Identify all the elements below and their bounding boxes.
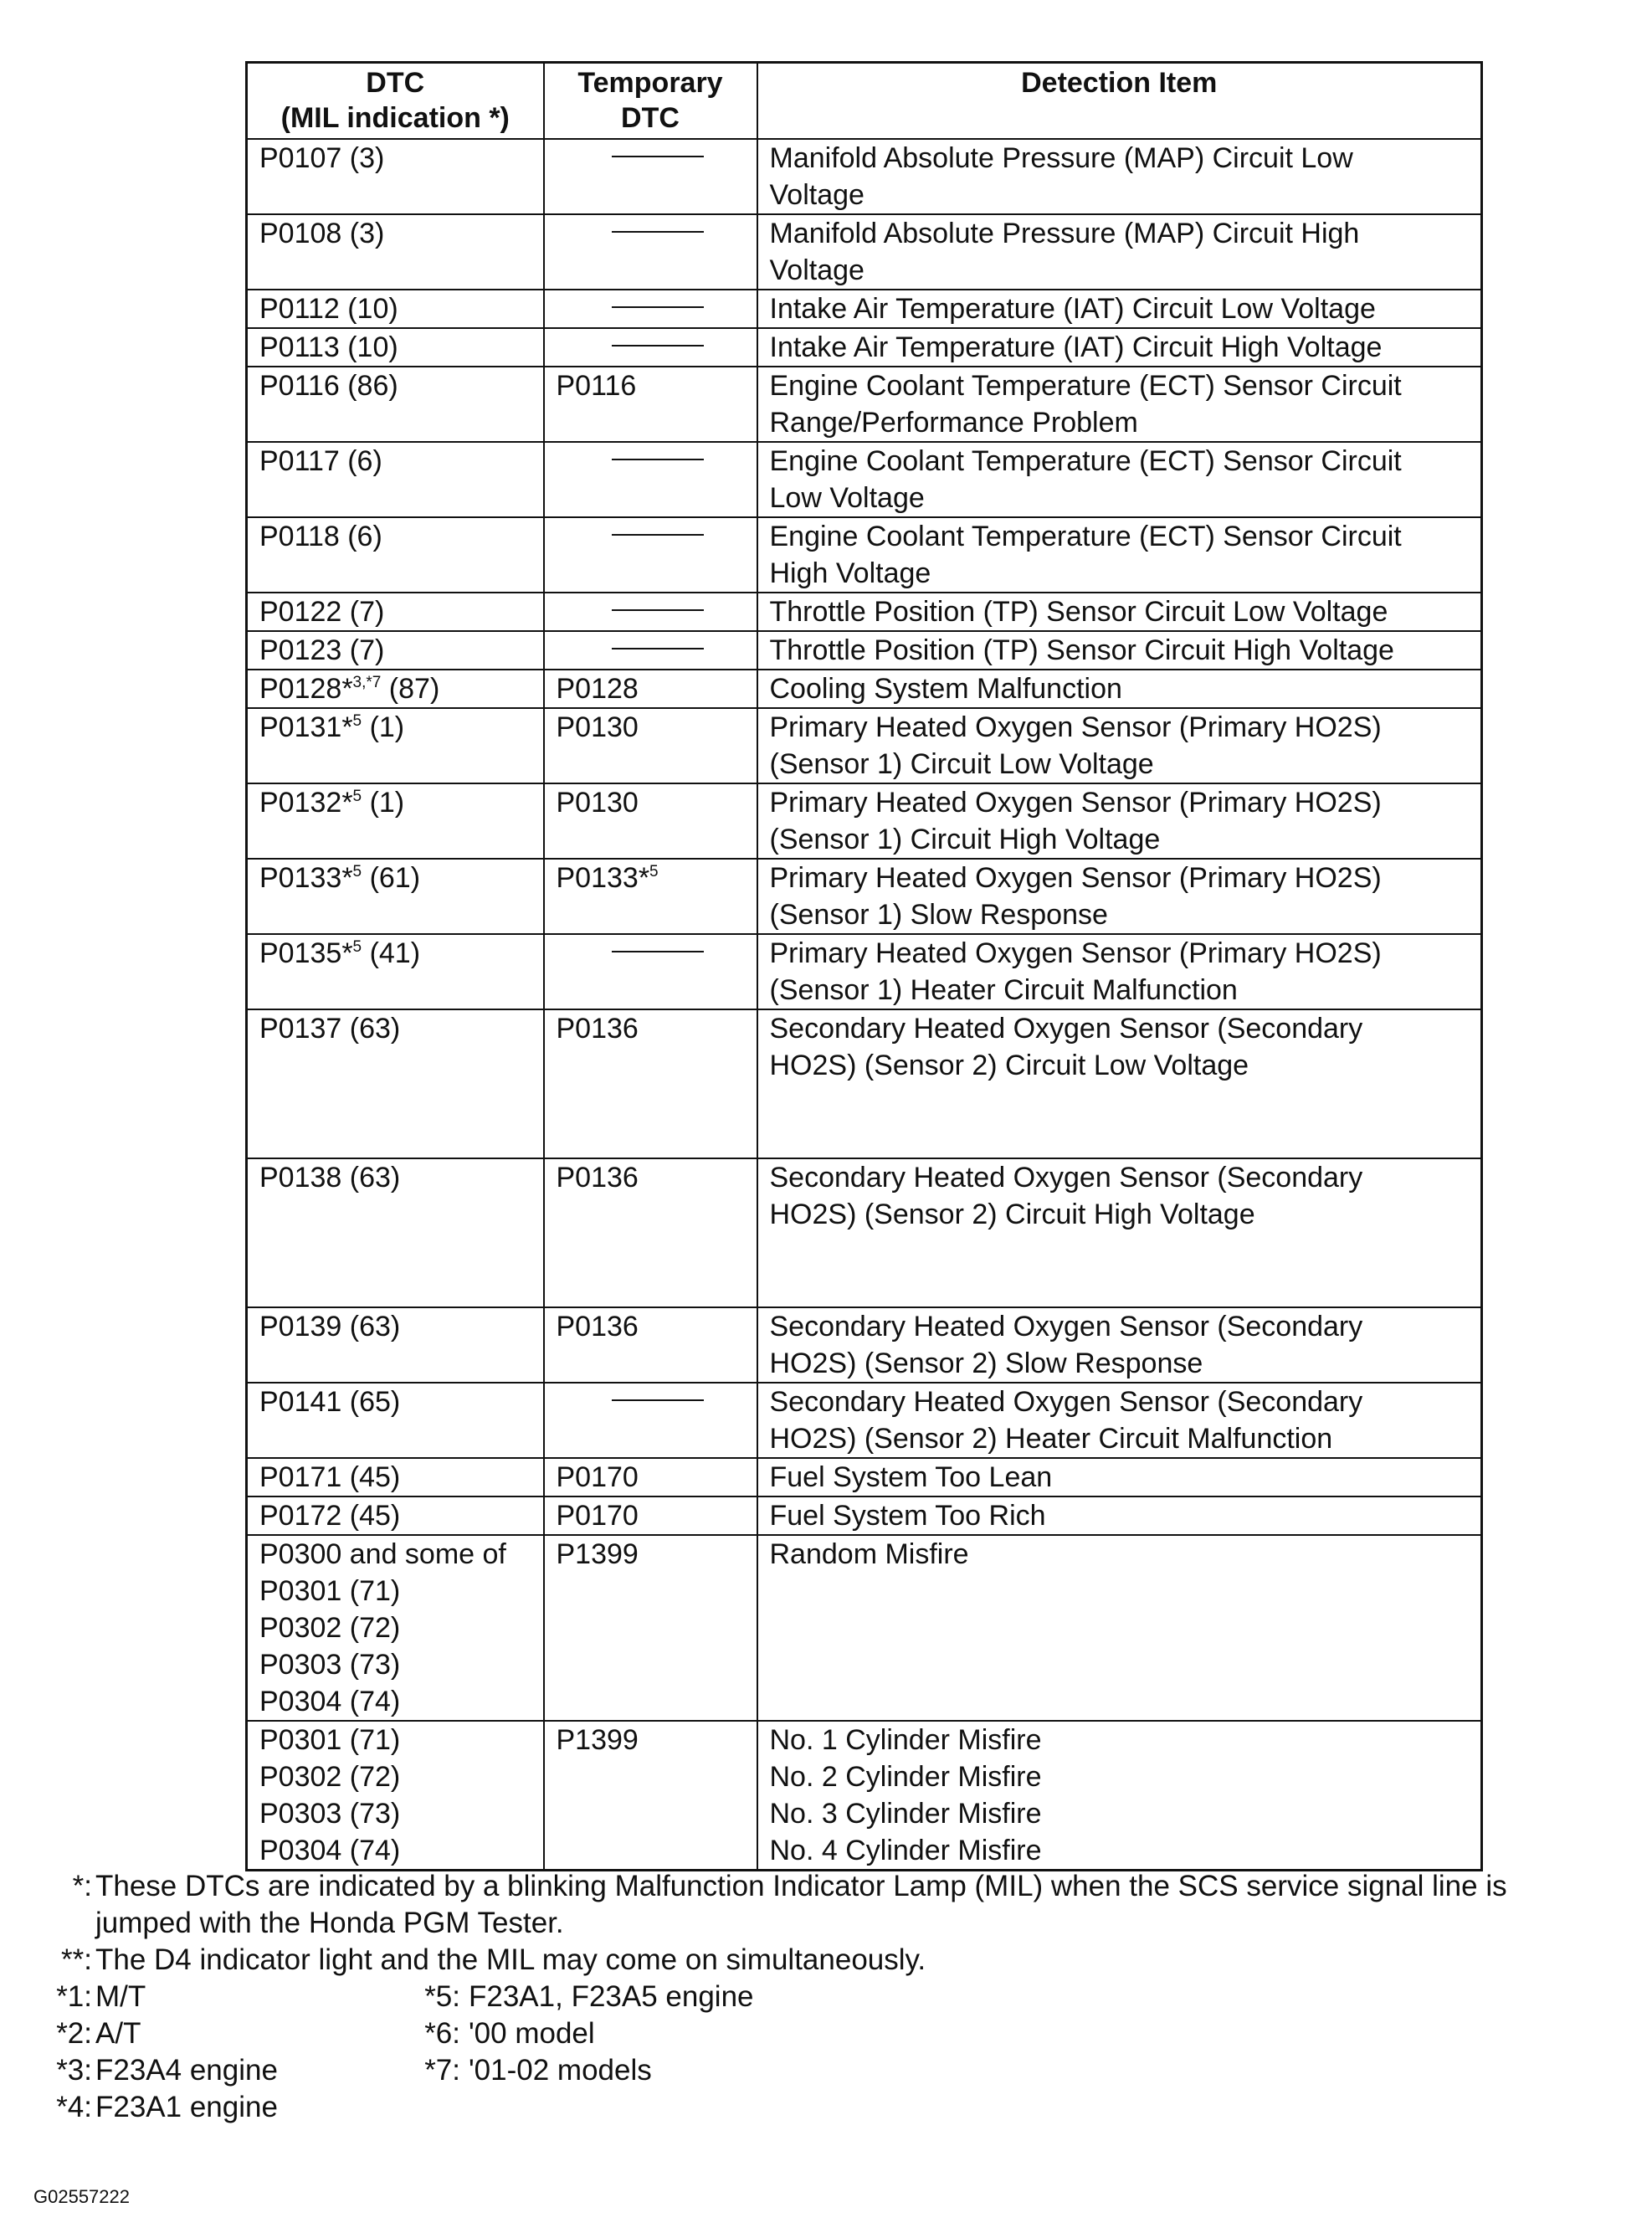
detection-item-cell: Primary Heated Oxygen Sensor (Primary HO2S) (Sensor 1) Slow Response (757, 859, 1482, 934)
figure-code: G02557222 (33, 2186, 130, 2207)
detection-item-cell: Intake Air Temperature (IAT) Circuit Low Voltage (757, 290, 1482, 328)
header-temporary-dtc: Temporary DTC (544, 63, 757, 140)
footnote-7-text: '01-02 models (469, 2054, 652, 2087)
table-row (247, 1535, 1482, 1721)
footnotes-block (33, 1868, 1640, 2126)
footnote-2-key: *2: (56, 2017, 92, 2050)
dtc-cell: P0132*$^5$ (1) (247, 783, 544, 859)
detection-item-cell: Throttle Position (TP) Sensor Circuit Low Voltage (757, 593, 1482, 631)
temporary-dtc-cell (544, 214, 757, 290)
dtc-cell: P0107 (3) (247, 139, 544, 214)
temporary-dtc-cell (544, 631, 757, 670)
dtc-cell: P0301 (71) P0302 (72) P0303 (73) P0304 (74) (247, 1721, 544, 1871)
dtc-cell: P0112 (10) (247, 290, 544, 328)
detection-item-cell: Secondary Heated Oxygen Sensor (Secondary HO2S) (Sensor 2) Circuit Low Voltage (757, 1009, 1482, 1158)
table-row (247, 783, 1482, 859)
temporary-dtc-cell (544, 934, 757, 1009)
detection-item-cell: Throttle Position (TP) Sensor Circuit High Voltage (757, 631, 1482, 670)
table-row (247, 1158, 1482, 1307)
no-temporary-dtc-dash (612, 306, 704, 308)
footnote-7-key: *7: (424, 2054, 460, 2087)
note-star-line-1: These DTCs are indicated by a blinking Malfunction Indicator Lamp (MIL) when the SCS service signal line is (95, 1870, 1507, 1902)
footnote-4-key: *4: (56, 2091, 92, 2123)
table-row (247, 670, 1482, 708)
table-row (247, 1009, 1482, 1158)
no-temporary-dtc-dash (612, 345, 704, 347)
temporary-dtc-cell: P0136 (544, 1158, 757, 1307)
footnote-row-3 (33, 2052, 1640, 2089)
detection-item-cell: No. 1 Cylinder Misfire No. 2 Cylinder Misfire No. 3 Cylinder Misfire No. 4 Cylinder Misfire (757, 1721, 1482, 1871)
temporary-dtc-cell (544, 442, 757, 517)
table-row (247, 367, 1482, 442)
no-temporary-dtc-dash (612, 231, 704, 233)
detection-item-cell: Primary Heated Oxygen Sensor (Primary HO2S) (Sensor 1) Heater Circuit Malfunction (757, 934, 1482, 1009)
table-row (247, 442, 1482, 517)
note-star-line-2: jumped with the Honda PGM Tester. (95, 1907, 564, 1939)
temporary-dtc-cell: P1399 (544, 1535, 757, 1721)
table-row (247, 214, 1482, 290)
footnote-2-text: A/T (95, 2017, 141, 2050)
temporary-dtc-cell: P0170 (544, 1458, 757, 1496)
temporary-dtc-cell: P0136 (544, 1009, 757, 1158)
detection-item-cell: Manifold Absolute Pressure (MAP) Circuit Low Voltage (757, 139, 1482, 214)
footnote-1-key: *1: (56, 1980, 92, 2013)
dtc-cell: P0117 (6) (247, 442, 544, 517)
footnote-4-text: F23A1 engine (95, 2091, 278, 2123)
dtc-cell: P0139 (63) (247, 1307, 544, 1383)
detection-item-cell: Engine Coolant Temperature (ECT) Sensor Circuit Range/Performance Problem (757, 367, 1482, 442)
table-row (247, 139, 1482, 214)
dtc-cell: P0137 (63) (247, 1009, 544, 1158)
footnote-6-text: '00 model (469, 2017, 595, 2050)
dtc-cell: P0113 (10) (247, 328, 544, 367)
detection-item-cell: Secondary Heated Oxygen Sensor (Secondary HO2S) (Sensor 2) Slow Response (757, 1307, 1482, 1383)
detection-item-cell: Primary Heated Oxygen Sensor (Primary HO2S) (Sensor 1) Circuit Low Voltage (757, 708, 1482, 783)
detection-item-cell: Intake Air Temperature (IAT) Circuit High Voltage (757, 328, 1482, 367)
dtc-cell: P0135*$^5$ (41) (247, 934, 544, 1009)
dtc-cell: P0116 (86) (247, 367, 544, 442)
dtc-cell: P0171 (45) (247, 1458, 544, 1496)
table-row (247, 1307, 1482, 1383)
no-temporary-dtc-dash (612, 951, 704, 952)
dtc-cell: P0123 (7) (247, 631, 544, 670)
temporary-dtc-cell: P0128 (544, 670, 757, 708)
no-temporary-dtc-dash (612, 534, 704, 536)
footnote-6-key: *6: (424, 2017, 460, 2050)
dtc-cell: P0141 (65) (247, 1383, 544, 1458)
footnote-row-4 (33, 2089, 1640, 2126)
table-row (247, 1496, 1482, 1535)
table-row (247, 1383, 1482, 1458)
dtc-cell: P0138 (63) (247, 1158, 544, 1307)
no-temporary-dtc-dash (612, 1399, 704, 1401)
detection-item-cell: Manifold Absolute Pressure (MAP) Circuit High Voltage (757, 214, 1482, 290)
no-temporary-dtc-dash (612, 156, 704, 157)
table-row (247, 290, 1482, 328)
dtc-cell: P0122 (7) (247, 593, 544, 631)
note-star (33, 1868, 1640, 1905)
footnote-3-key: *3: (56, 2054, 92, 2087)
detection-item-cell: Secondary Heated Oxygen Sensor (Secondary HO2S) (Sensor 2) Circuit High Voltage (757, 1158, 1482, 1307)
no-temporary-dtc-dash (612, 609, 704, 611)
dtc-cell: P0128*$^{3,*7}$ (87) (247, 670, 544, 708)
note-double-star-key: **: (61, 1943, 92, 1976)
table-row (247, 328, 1482, 367)
temporary-dtc-cell: P0170 (544, 1496, 757, 1535)
table-row (247, 859, 1482, 934)
detection-item-cell: Engine Coolant Temperature (ECT) Sensor Circuit High Voltage (757, 517, 1482, 593)
header-detection-item: Detection Item (757, 63, 1482, 140)
footnote-1-text: M/T (95, 1980, 146, 2013)
note-double-star-text: The D4 indicator light and the MIL may come on simultaneously. (95, 1943, 926, 1976)
dtc-cell: P0118 (6) (247, 517, 544, 593)
dtc-cell: P0108 (3) (247, 214, 544, 290)
no-temporary-dtc-dash (612, 459, 704, 460)
note-star-key: *: (72, 1870, 92, 1902)
table-row (247, 934, 1482, 1009)
detection-item-cell: Engine Coolant Temperature (ECT) Sensor Circuit Low Voltage (757, 442, 1482, 517)
table-header-row (247, 63, 1482, 140)
temporary-dtc-cell: P0136 (544, 1307, 757, 1383)
footnote-row-1 (33, 1979, 1640, 2015)
temporary-dtc-cell: P0133*$^5$ (544, 859, 757, 934)
table-row (247, 708, 1482, 783)
footnote-5-text: F23A1, F23A5 engine (469, 1980, 754, 2013)
detection-item-cell: Random Misfire (757, 1535, 1482, 1721)
dtc-cell: P0300 and some of P0301 (71) P0302 (72) P0303 (73) P0304 (74) (247, 1535, 544, 1721)
table-row (247, 631, 1482, 670)
note-star-cont (33, 1905, 1640, 1942)
temporary-dtc-cell: P0116 (544, 367, 757, 442)
table-row (247, 517, 1482, 593)
temporary-dtc-cell: P0130 (544, 708, 757, 783)
note-double-star (33, 1942, 1640, 1979)
footnote-5-key: *5: (424, 1980, 460, 2013)
temporary-dtc-cell (544, 139, 757, 214)
dtc-table (245, 61, 1483, 1871)
temporary-dtc-cell (544, 1383, 757, 1458)
footnote-3-text: F23A4 engine (95, 2054, 278, 2087)
temporary-dtc-cell (544, 290, 757, 328)
temporary-dtc-cell: P0130 (544, 783, 757, 859)
no-temporary-dtc-dash (612, 648, 704, 649)
dtc-cell: P0131*$^5$ (1) (247, 708, 544, 783)
table-row (247, 593, 1482, 631)
dtc-cell: P0133*$^5$ (61) (247, 859, 544, 934)
detection-item-cell: Cooling System Malfunction (757, 670, 1482, 708)
detection-item-cell: Fuel System Too Rich (757, 1496, 1482, 1535)
header-dtc: DTC (MIL indication *) (247, 63, 544, 140)
temporary-dtc-cell (544, 593, 757, 631)
detection-item-cell: Fuel System Too Lean (757, 1458, 1482, 1496)
table-row (247, 1721, 1482, 1871)
detection-item-cell: Primary Heated Oxygen Sensor (Primary HO2S) (Sensor 1) Circuit High Voltage (757, 783, 1482, 859)
table-row (247, 1458, 1482, 1496)
dtc-cell: P0172 (45) (247, 1496, 544, 1535)
temporary-dtc-cell (544, 328, 757, 367)
temporary-dtc-cell (544, 517, 757, 593)
footnote-row-2 (33, 2015, 1640, 2052)
table-body (247, 139, 1482, 1871)
detection-item-cell: Secondary Heated Oxygen Sensor (Secondary HO2S) (Sensor 2) Heater Circuit Malfunction (757, 1383, 1482, 1458)
temporary-dtc-cell: P1399 (544, 1721, 757, 1871)
